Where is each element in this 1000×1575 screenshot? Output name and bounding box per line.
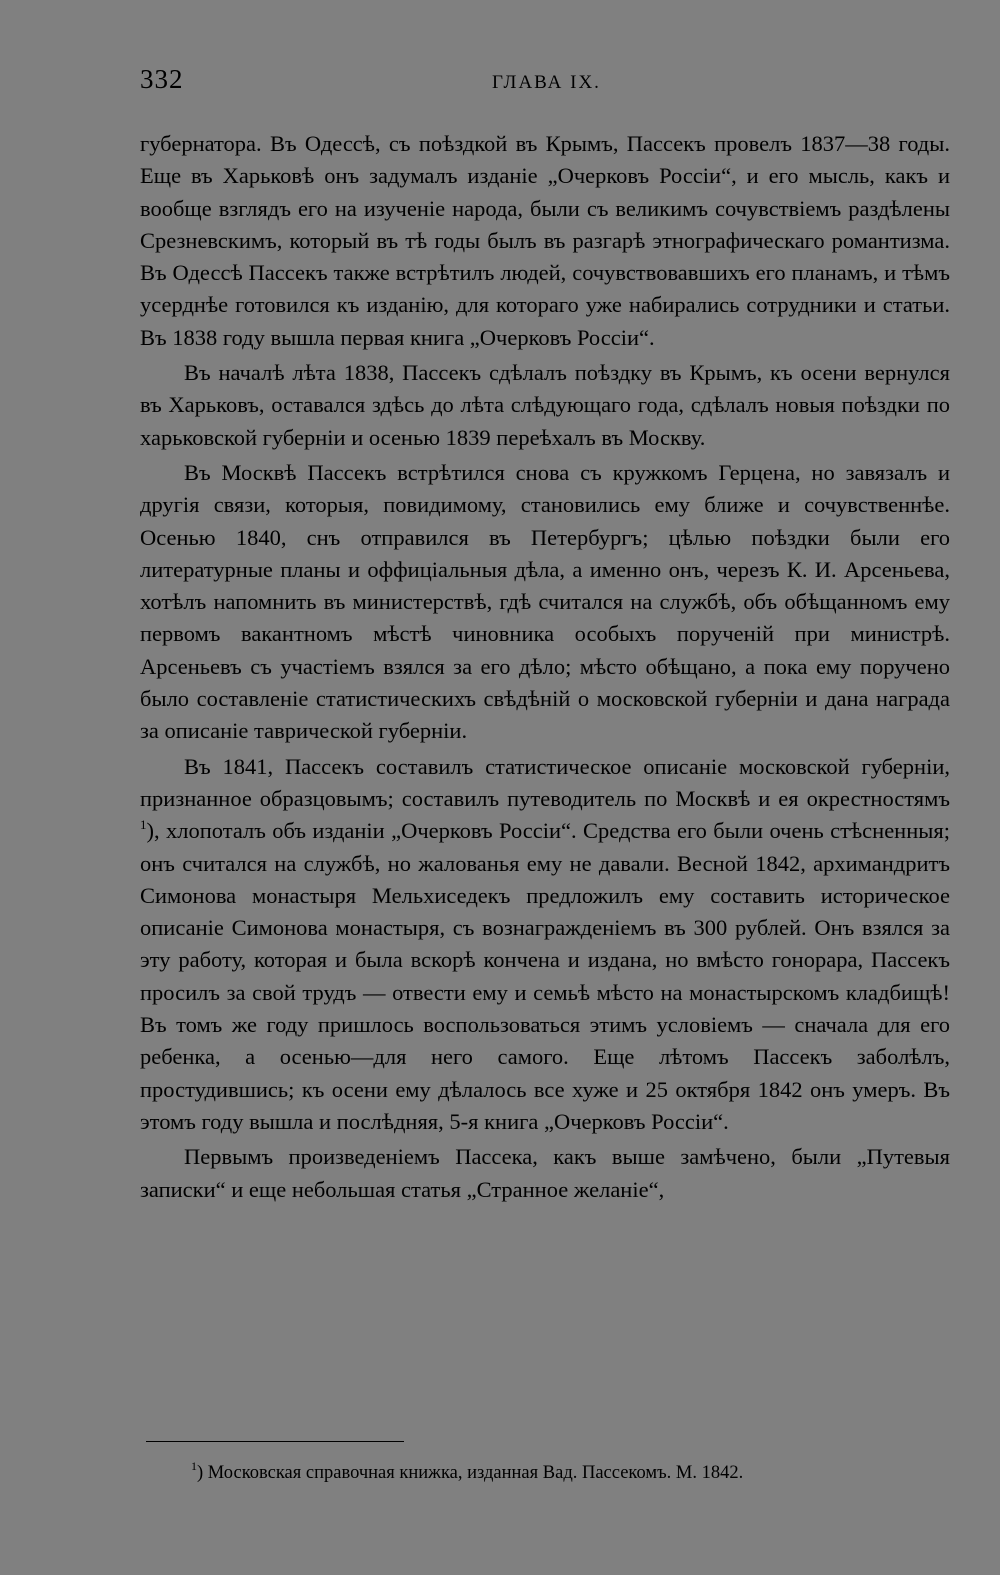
paragraph-4-text-after: ), хлопоталъ объ изданіи „Очерковъ Россіи“. Средства его были очень стѣсненныя; онъ считался на службѣ, но жалованья ему не давали. Весной 1842, архимандритъ Симонова монастыря Мельхиседекъ предложилъ ему составить историческое описаніе Симонова монастыря, съ вознагражденіемъ въ 300 рублей. Онъ взялся за эту работу, которая и была вскорѣ кончена и издана, но вмѣсто гонорара, Пассекъ просилъ за свой трудъ — отвести ему и семьѣ мѣсто на монастырскомъ кладбищѣ! Въ томъ же году пришлось воспользоваться этимъ условіемъ — сначала для его ребенка, а осенью—для него самого. Еще лѣтомъ Пассекъ заболѣлъ, простудившись; къ осени ему дѣлалось все хуже и 25 октября 1842 онъ умеръ. Въ этомъ году вышла и послѣдняя, 5-я книга „Очерковъ Россіи“. bbox=[140, 818, 950, 1134]
page-header bbox=[140, 64, 948, 104]
footnote-divider bbox=[146, 1441, 404, 1442]
page-number: 332 bbox=[140, 64, 184, 94]
paragraph-1: губернатора. Въ Одессѣ, съ поѣздкой въ Крымъ, Пассекъ провелъ 1837—38 годы. Еще въ Харьковѣ онъ задумалъ изданіе „Очерковъ Россіи“, и его мысль, какъ и вообще взглядъ его на изученіе народа, были съ великимъ сочувствіемъ раздѣлены Срезневскимъ, который въ тѣ годы былъ въ разгарѣ этнографическаго романтизма. Въ Одессѣ Пассекъ также встрѣтилъ людей, сочувствовавшихъ его планамъ, и тѣмъ усерднѣе готовился къ изданію, для котораго уже набирались сотрудники и статьи. Въ 1838 году вышла первая книга „Очерковъ Россіи“. bbox=[140, 131, 950, 350]
paragraph-5: Первымъ произведеніемъ Пассека, какъ выше замѣчено, были „Путевыя записки“ и еще небольшая статья „Странное желаніе“, bbox=[140, 1144, 950, 1202]
footnote-mark: 1 bbox=[191, 1459, 197, 1473]
chapter-running-head: ГЛАВА IX. bbox=[492, 72, 601, 93]
paragraph-4 bbox=[140, 751, 950, 1139]
footnote-text: ) Московская справочная книжка, изданная Вад. Пассекомъ. М. 1842. bbox=[197, 1463, 744, 1483]
footnote-reference[interactable]: 1 bbox=[140, 817, 147, 833]
paragraph-3: Въ Москвѣ Пассекъ встрѣтился снова съ кружкомъ Герцена, но завязалъ и другія связи, которыя, повидимому, становились ему ближе и сочувственнѣе. Осенью 1840, снъ отправился въ Петербургъ; цѣлью поѣздки были его литературные планы и оффиціальныя дѣла, а именно онъ, черезъ К. И. Арсеньева, хотѣлъ напомнить въ министерствѣ, гдѣ считался на службѣ, объ обѣщанномъ ему первомъ вакантномъ мѣстѣ чиновника особыхъ порученій при министрѣ. Арсеньевъ съ участіемъ взялся за его дѣло; мѣсто обѣщано, а пока ему поручено было составленіе статистическихъ свѣдѣній о московской губерніи и дана награда за описаніе таврической губерніи. bbox=[140, 459, 950, 744]
paragraph-4-text-before: Въ 1841, Пассекъ составилъ статистическое описаніе московской губерніи, признанное образцовымъ; составилъ путеводитель по Москвѣ и ея окрестностямъ bbox=[140, 753, 950, 811]
main-text bbox=[140, 128, 950, 1209]
paragraph-2: Въ началѣ лѣта 1838, Пассекъ сдѣлалъ поѣздку въ Крымъ, къ осени вернулся въ Харьковъ, оставался здѣсь до лѣта слѣдующаго года, сдѣлалъ новыя поѣздки по харьковской губерніи и осенью 1839 переѣхалъ въ Москву. bbox=[140, 360, 950, 450]
footnote bbox=[191, 1461, 951, 1485]
